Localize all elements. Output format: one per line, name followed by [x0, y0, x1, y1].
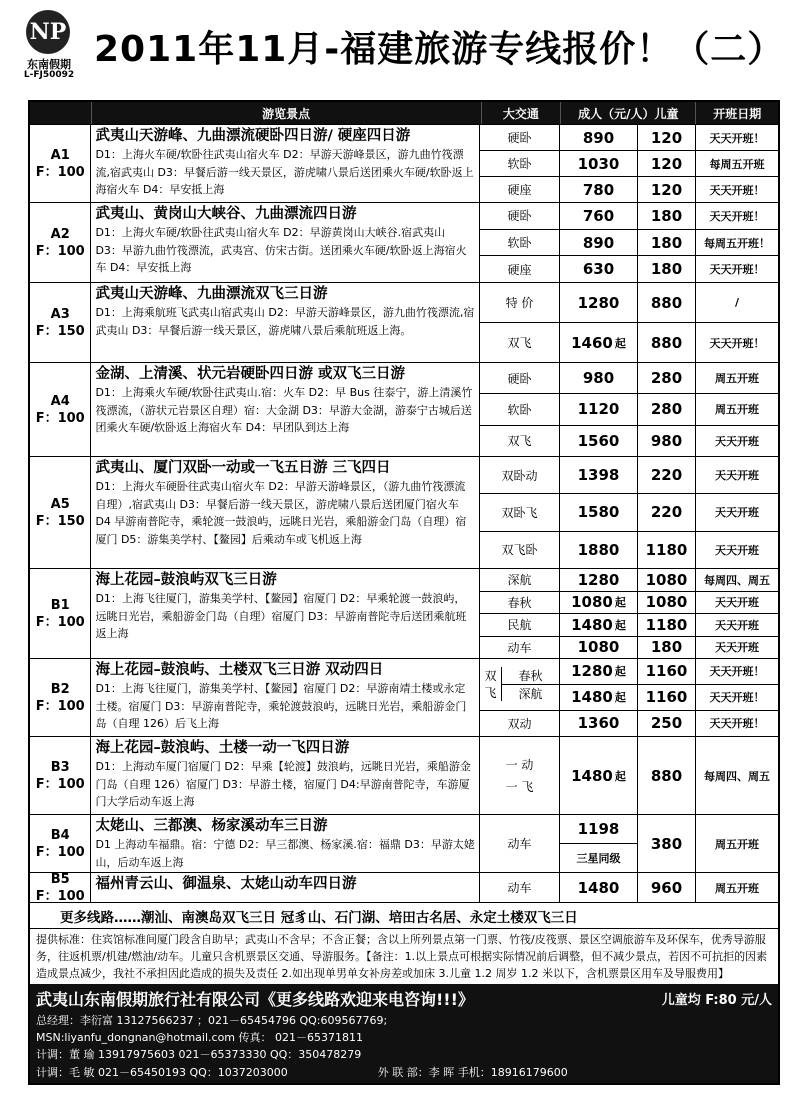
split-group: [480, 659, 778, 710]
contact-line: [36, 1064, 772, 1081]
option-row: [480, 363, 778, 393]
adult-price-cell: [560, 569, 638, 591]
route-options: [480, 659, 778, 736]
route-title: 海上花园–鼓浪屿、土楼双飞三日游 双动四日: [95, 662, 384, 678]
logo: [14, 10, 84, 80]
child-price: 1160: [638, 659, 696, 684]
route-f-price: F：150: [35, 513, 85, 529]
table-header: [30, 102, 778, 124]
route-title: 金湖、上清溪、状元岩硬卧四日游 或双飞三日游: [95, 366, 405, 382]
adult-price: 890: [582, 233, 615, 252]
adult-price: 1280: [577, 293, 620, 312]
route-description: [91, 363, 480, 456]
schedule: 每周五开班: [709, 157, 765, 171]
hotel-standard: 三星同级: [576, 852, 621, 865]
option-row: [480, 322, 778, 362]
route-row: [30, 568, 778, 658]
option-row: [480, 531, 778, 568]
route-f-price: F：100: [35, 243, 85, 259]
adult-price: 1880: [577, 540, 620, 559]
schedule: 天天开班: [715, 596, 759, 610]
route-f-price: F：100: [35, 888, 85, 904]
route-code: A3: [50, 306, 70, 322]
schedule: 周五开班: [715, 372, 759, 386]
route-f-price: F：100: [35, 410, 85, 426]
footer: [30, 984, 778, 1083]
child-price: 120: [638, 151, 696, 176]
route-f-price: F：100: [35, 614, 85, 630]
route-row: [30, 872, 778, 902]
adult-price: 1480: [571, 688, 613, 707]
route-itinerary: D1：上海动车厦门宿厦门 D2：早乘【轮渡】鼓浪屿，远眺日光岩，乘船游金门岛（自理 126）宿厦门 D3：早游土楼，宿厦门 D4:早游南普陀寺，车游厦门大学后动车返上海: [95, 760, 471, 808]
license-code: L-FJ50092: [23, 70, 75, 80]
route-f-price: F：100: [35, 164, 85, 180]
route-code: A4: [50, 393, 70, 409]
route-options: [480, 815, 778, 872]
transport-cell: 深航: [480, 569, 560, 591]
adult-price: 1280: [577, 570, 620, 589]
adult-price: 780: [582, 180, 615, 199]
adult-price-cell: [560, 685, 638, 710]
child-price: 1180: [638, 532, 696, 568]
adult-price-cell: [560, 457, 638, 493]
transport-cell: 春秋: [502, 667, 559, 685]
more-routes: 更多线路……潮汕、南澳岛双飞三日 冠豸山、石门湖、培田古名居、永定土楼双飞三日: [30, 902, 778, 928]
transport-cell: 特 价: [480, 283, 560, 322]
route-title: 武夷山天游峰、九曲漂流硬卧四日游/ 硬座四日游: [95, 128, 411, 144]
schedule: 天天开班！: [709, 183, 765, 197]
child-price: 1080: [638, 592, 696, 614]
adult-price-cell: [560, 363, 638, 393]
split-label: [480, 667, 502, 701]
schedule: 天天开班！: [709, 717, 765, 731]
route-options: [480, 737, 778, 814]
child-price: 980: [638, 426, 696, 456]
adult-price-cell: [560, 659, 638, 684]
adult-price: 1080: [571, 593, 613, 612]
transport-cell: 深航: [518, 686, 543, 701]
child-price: 180: [638, 230, 696, 256]
header-price: 成人（元/人）儿童: [561, 102, 696, 124]
adult-price: 1480: [577, 878, 620, 897]
route-code-cell: [30, 569, 91, 658]
contact-text: 总经理：李衍富 13127566237 ；021－65454796 QQ:609567769;: [36, 1014, 388, 1027]
schedule: 每周五开班！: [704, 236, 770, 250]
contact-text: 计调：董 瑜 13917975603 021－65373330 QQ：350478279: [36, 1048, 362, 1062]
transport-cell: 动车: [480, 815, 560, 872]
route-code: B4: [50, 827, 70, 843]
route-description: [91, 737, 480, 814]
route-code: A1: [50, 147, 70, 163]
route-description: [91, 873, 480, 902]
route-itinerary: D1：上海火车硬/软卧往武夷山宿火车 D2：早游黄岗山大峡谷.宿武夷山 D3：早游九曲竹筏漂流，武夷宫、仿宋古街。送团乘火车硬/软卧返上海宿火车 D4：早安抵上海: [95, 226, 467, 274]
adult-price: 1280: [571, 662, 613, 681]
route-code-cell: [30, 125, 91, 202]
adult-price-cell: [560, 532, 638, 568]
route-code: A2: [50, 226, 70, 242]
route-itinerary: D1：上海飞往厦门，游集美学村、【鳌园】宿厦门 D2：早乘轮渡一鼓浪屿，远眺日光岩，乘船游金门岛（自理）宿厦门 D3：早游南普陀寺后送团乘航班返上海: [95, 592, 467, 640]
route-code-cell: [30, 659, 91, 736]
option-row: [480, 873, 778, 902]
option-row: [480, 150, 778, 176]
route-description: [91, 125, 480, 202]
route-title: 海上花园–鼓浪屿双飞三日游: [95, 572, 277, 588]
route-code-cell: [30, 203, 91, 282]
transport-cell: 民航: [480, 614, 560, 636]
schedule: 周五开班: [715, 881, 759, 895]
adult-price-cell: [560, 426, 638, 456]
route-options: [480, 363, 778, 456]
route-title: 海上花园–鼓浪屿、土楼一动一飞四日游: [95, 740, 350, 756]
child-price: 280: [638, 394, 696, 424]
adult-price-cell: [560, 815, 638, 872]
adult-price-cell: [560, 230, 638, 256]
route-code-cell: [30, 873, 91, 902]
schedule: 天天开班！: [709, 263, 765, 277]
adult-price: 760: [582, 206, 615, 225]
option-row: [560, 684, 778, 710]
route-code-cell: [30, 283, 91, 362]
transport-cell: 硬座: [480, 256, 560, 282]
transport-cell: 双卧飞: [480, 494, 560, 530]
route-f-price: F：150: [35, 323, 85, 339]
header-code-cell: [30, 102, 92, 124]
schedule: 每周四、周五: [704, 573, 770, 587]
route-itinerary: D1：上海火车硬卧往武夷山宿火车 D2：早游天游峰景区，（游九曲竹筏漂流自理）,宿武夷山 D3：早餐后游一线天景区，游虎啸八景后送团厦门宿火车 D4 早游南普陀寺，乘轮渡一鼓浪屿，远眺日光岩，乘船游金门岛（自理）宿厦门 D5：游集美学村、【鳌园】后乘动车或飞机返上海: [95, 480, 467, 546]
route-code-cell: [30, 737, 91, 814]
transport-cell: 双动: [480, 711, 560, 736]
transport-cell: 硬卧: [480, 125, 560, 150]
route-code: A5: [50, 496, 70, 512]
transport-cell: 双飞: [480, 323, 560, 362]
route-options: [480, 569, 778, 658]
adult-price: 1398: [577, 466, 620, 485]
route-title: 太姥山、三都澳、杨家溪动车三日游: [95, 818, 328, 834]
transport-line: 一 动: [505, 757, 534, 772]
schedule: 天天开班: [715, 641, 759, 655]
header-transport: 大交通: [482, 102, 562, 124]
child-price: 280: [638, 363, 696, 393]
route-f-price: F：100: [35, 776, 85, 792]
option-row: [480, 229, 778, 256]
option-row: [480, 125, 778, 150]
contact-info: [30, 1012, 778, 1083]
child-price: 880: [638, 283, 696, 322]
transport-cell: 双飞卧: [480, 532, 560, 568]
adult-price: 1198: [560, 815, 637, 844]
split-label-char: 双: [484, 669, 497, 684]
child-price: 250: [638, 711, 696, 736]
route-row: [30, 736, 778, 814]
route-rows: [30, 124, 778, 902]
route-code-cell: [30, 815, 91, 872]
route-f-price: F：100: [35, 844, 85, 860]
price-suffix: 起: [614, 336, 626, 350]
adult-price: 1360: [560, 711, 638, 736]
transport-cell: 软卧: [480, 230, 560, 256]
child-price: 120: [638, 125, 696, 150]
child-fare: 儿童均 F:80 元/人: [661, 992, 772, 1008]
route-row: [30, 658, 778, 736]
adult-price-cell: [560, 394, 638, 424]
schedule: 周五开班: [715, 403, 759, 417]
adult-price-cell: [560, 177, 638, 202]
adult-price: 1580: [577, 503, 620, 522]
route-itinerary: D1 上海动车福鼎。宿：宁德 D2：早三都澳、杨家溪.宿：福鼎 D3：早游太姥山，后动车返上海: [95, 838, 475, 869]
adult-price: 1080: [577, 638, 620, 657]
transport-cell: 硬卧: [480, 203, 560, 229]
transport-cell: 硬卧: [480, 363, 560, 393]
transport-cell: 软卧: [480, 151, 560, 176]
option-row: [480, 636, 778, 659]
route-itinerary: D1：上海乘火车硬/软卧往武夷山.宿：火车 D2：早 Bus 往泰宁，游上清溪竹筏漂流，（游状元岩景区自理）宿：大金湖 D3：早游大金湖，游泰宁古城后送团乘火车硬/软卧返上海宿火车 D4：早团队到达上海: [95, 386, 473, 434]
route-code: B1: [50, 597, 70, 613]
route-description: [91, 815, 480, 872]
adult-price-cell: [560, 203, 638, 229]
adult-price-cell: [560, 125, 638, 150]
adult-price-cell: [560, 494, 638, 530]
route-title: 武夷山天游峰、九曲漂流双飞三日游: [95, 286, 328, 302]
route-options: [480, 125, 778, 202]
child-price: 1080: [638, 569, 696, 591]
child-price: 180: [638, 256, 696, 282]
contact-line: [36, 1046, 772, 1063]
option-row: [480, 255, 778, 282]
child-price: 380: [638, 815, 696, 872]
option-row: [480, 737, 778, 814]
transport-cell: 硬座: [480, 177, 560, 202]
route-title: 武夷山、厦门双卧一动或一飞五日游 三飞四日: [95, 460, 391, 476]
child-price: 1180: [638, 614, 696, 636]
adult-price-cell: [560, 592, 638, 614]
adult-price: 1030: [577, 154, 620, 173]
child-price: 880: [638, 737, 696, 814]
adult-price-cell: [560, 737, 638, 814]
contact-line: [36, 1012, 772, 1029]
transport-cell: 双卧动: [480, 457, 560, 493]
header-schedule: 开班日期: [713, 106, 762, 121]
schedule: 天天开班: [715, 543, 759, 557]
adult-price-cell: [560, 283, 638, 322]
adult-price: 630: [582, 260, 615, 279]
adult-price: 980: [582, 369, 615, 388]
adult-price-cell: [560, 873, 638, 902]
contact-text: 计调：毛 敏 021－65450193 QQ：1037203000: [36, 1065, 288, 1079]
route-options: [480, 283, 778, 362]
route-description: [91, 659, 480, 736]
child-price: 960: [638, 873, 696, 902]
transport-cell: 软卧: [480, 394, 560, 424]
route-row: [30, 202, 778, 282]
option-row: [480, 393, 778, 424]
route-description: [91, 283, 480, 362]
header-sights: 游览景点: [92, 102, 482, 124]
split-prices: [560, 659, 778, 710]
route-itinerary: D1：上海飞往厦门，游集美学村、【鳌园】宿厦门 D2：早游南靖土楼或永定土楼。宿厦门 D3：早游南普陀寺，乘轮渡鼓浪屿，远眺日光岩，乘船游金门岛（自理 126）后飞上海: [95, 682, 467, 730]
route-description: [91, 203, 480, 282]
schedule: /: [734, 296, 740, 309]
adult-price-cell: [560, 151, 638, 176]
adult-price-cell: [560, 256, 638, 282]
route-code: B3: [50, 759, 70, 775]
route-row: [30, 282, 778, 362]
schedule: 天天开班！: [709, 665, 765, 679]
route-code-cell: [30, 363, 91, 456]
logo-mark: NP: [26, 10, 70, 54]
route-row: [30, 456, 778, 568]
transport-cell: [480, 737, 560, 814]
route-options: [480, 203, 778, 282]
schedule: 周五开班: [715, 837, 759, 851]
route-code-cell: [30, 457, 91, 568]
route-options: [480, 873, 778, 902]
page-title: 2011年11月-福建旅游专线报价！（二）: [94, 28, 785, 70]
child-price: 1160: [638, 685, 696, 710]
schedule: 天天开班: [715, 469, 759, 483]
company-name: 武夷山东南假期旅行社有限公司《更多线路欢迎来电咨询!!!》: [36, 989, 474, 1009]
route-code: B5: [50, 871, 70, 887]
child-price: 220: [638, 457, 696, 493]
child-price: 180: [638, 637, 696, 659]
option-row: [480, 710, 778, 736]
route-row: [30, 124, 778, 202]
child-price: 180: [638, 203, 696, 229]
adult-price: 890: [582, 128, 615, 147]
split-transport-list: [502, 667, 559, 702]
schedule: 天天开班！: [709, 336, 765, 350]
option-row: [480, 425, 778, 456]
price-suffix: 起: [614, 691, 626, 705]
route-row: [30, 814, 778, 872]
adult-price-cell: [560, 323, 638, 362]
price-table: [28, 100, 780, 1085]
schedule: 天天开班: [715, 434, 759, 448]
route-itinerary: D1：上海乘航班飞武夷山宿武夷山 D2：早游天游峰景区，游九曲竹筏漂流,宿武夷山 D3：早餐后游一线天景区，游虎啸八景后乘航班返上海。: [95, 306, 475, 337]
adult-price-cell: [560, 637, 638, 659]
contact-text: 外 联 部：李 晖 手机：18916179600: [377, 1065, 568, 1079]
adult-price: 1480: [571, 766, 613, 785]
option-row: [480, 283, 778, 322]
transport-cell: 春秋: [480, 592, 560, 614]
route-code: B2: [50, 681, 70, 697]
child-price: 120: [638, 177, 696, 202]
option-row: [480, 203, 778, 229]
child-price: 880: [638, 323, 696, 362]
adult-price: 1560: [577, 431, 620, 450]
schedule: 天天开班！: [709, 209, 765, 223]
route-description: [91, 457, 480, 568]
option-row: [480, 569, 778, 591]
route-title: 福州青云山、御温泉、太姥山动车四日游: [95, 876, 357, 892]
route-itinerary: D1：上海火车硬/软卧往武夷山宿火车 D2：早游天游峰景区，游九曲竹筏漂流,宿武夷山 D3：早餐后游一线天景区，游虎啸八景后送团乘火车硬/软卧返上海宿火车 D4：早安抵上海: [95, 148, 474, 196]
contact-text: MSN:liyanfu_dongnan@hotmail.com 传真： 021－65371811: [36, 1031, 363, 1045]
schedule: 每周四、周五: [704, 769, 770, 783]
split-label-char: 飞: [484, 686, 497, 701]
route-title: 武夷山、黄岗山大峡谷、九曲漂流四日游: [95, 206, 357, 222]
child-price: 220: [638, 494, 696, 530]
option-row: [480, 613, 778, 636]
route-description: [91, 569, 480, 658]
route-f-price: F：100: [35, 698, 85, 714]
schedule: 天天开班！: [709, 131, 765, 145]
transport-cell: 动车: [480, 637, 560, 659]
adult-price-cell: [560, 614, 638, 636]
adult-price: 1460: [571, 333, 613, 352]
transport-cell: 动车: [480, 873, 560, 902]
service-notes: 提供标准：住宾馆标准间厦门段含自助早；武夷山不含早；不含正餐；含以上所列景点第一门票、竹筏/皮筏票、景区空调旅游车及环保车，优秀导游服务，往返机票/机建/燃油/动车。儿童只含机票景区交通、导游服务。【备注：1.以上景点可根据实际情况前后调整，但不减少景点，若因不可抗拒的因素造成景点减少，我社不承担因此造成的损失及责任 2.如出现单男单女补房差或加床 3.儿童 1.2 周岁 1.2 米以下，含机票景区用车及导服费用】: [30, 928, 778, 984]
route-row: [30, 362, 778, 456]
adult-price: 1120: [577, 400, 620, 419]
option-row: [560, 659, 778, 684]
route-options: [480, 457, 778, 568]
split-transport: [480, 659, 560, 710]
price-suffix: 起: [614, 618, 626, 632]
logo-name: 东南假期: [27, 58, 71, 71]
option-row: [480, 457, 778, 493]
transport-line: 一 飞: [505, 779, 534, 794]
option-row: [480, 493, 778, 530]
price-suffix: 起: [614, 769, 626, 783]
option-row: [480, 591, 778, 614]
schedule: 天天开班！: [709, 691, 765, 705]
price-suffix: 起: [614, 596, 626, 610]
option-row: [480, 815, 778, 872]
price-suffix: 起: [614, 665, 626, 679]
contact-line: [36, 1029, 772, 1046]
option-row: [480, 176, 778, 202]
transport-cell: 双飞: [480, 426, 560, 456]
schedule: 天天开班: [715, 618, 759, 632]
schedule: 天天开班: [715, 506, 759, 520]
adult-price: 1480: [571, 615, 613, 634]
